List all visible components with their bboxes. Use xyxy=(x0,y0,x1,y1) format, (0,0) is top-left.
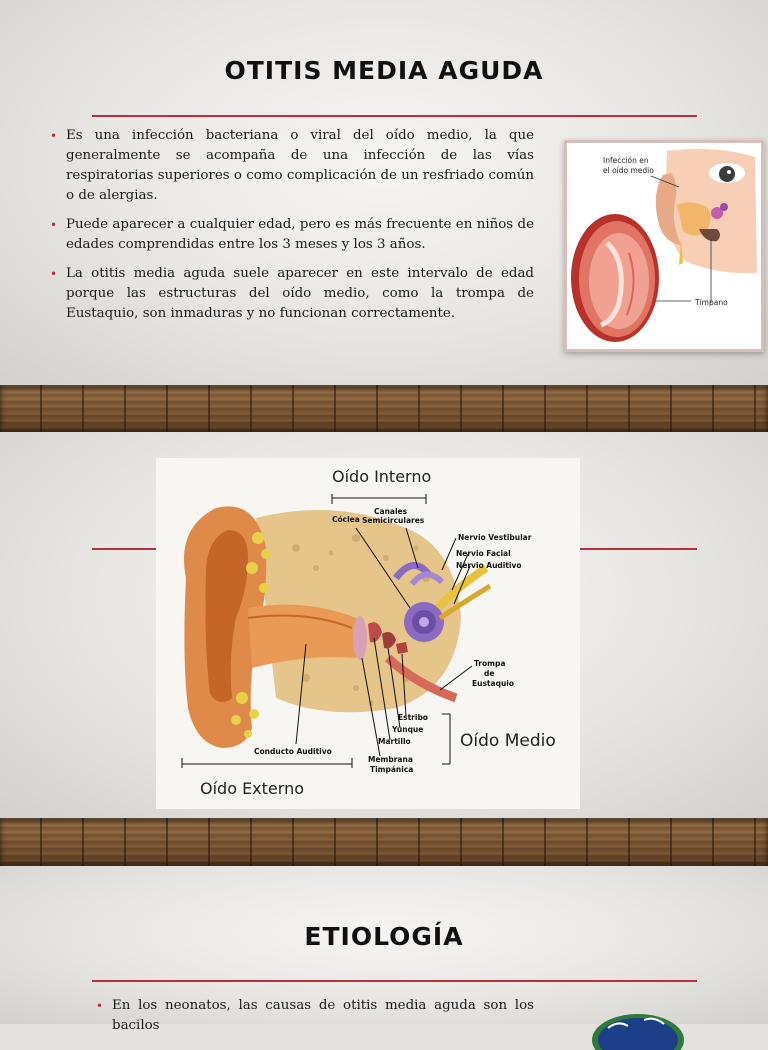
bullet-item: • En los neonatos, las causas de otitis media aguda son los bacilos xyxy=(94,996,534,1036)
heading-oido-medio: Oído Medio xyxy=(460,731,556,751)
heading-oido-externo: Oído Externo xyxy=(200,779,304,798)
ear-infection-image xyxy=(564,140,764,352)
bullet-item: • Puede aparecer a cualquier edad, pero es más frecuente en niños de edades comprendidas entre los 3 meses y los 3 años. xyxy=(48,215,534,255)
bacteria-image xyxy=(588,1006,688,1046)
slide-title: OTITIS MEDIA AGUDA xyxy=(224,56,544,85)
bullet-item: • La otitis media aguda suele aparecer en este intervalo de edad porque las estructuras del oído medio, como la trompa de Eustaquio, son inmaduras y no funcionan correctamente. xyxy=(48,264,534,324)
label-timpanica: Timpánica xyxy=(370,765,414,774)
label-infection-2: el oído medio xyxy=(603,166,654,175)
label-canales: Canales xyxy=(374,507,408,516)
slide-otitis-media-aguda xyxy=(0,0,768,385)
ear-anatomy-illustration xyxy=(156,458,580,809)
wood-separator xyxy=(0,385,768,432)
title-divider-right xyxy=(580,548,697,550)
label-estribo: Estribo xyxy=(398,713,428,722)
label-semicirculares: Semicirculares xyxy=(362,516,425,525)
bacteria-illustration xyxy=(588,1006,688,1046)
ear-anatomy-diagram xyxy=(156,458,580,809)
label-conducto-auditivo: Conducto Auditivo xyxy=(254,747,332,756)
slide-etiologia xyxy=(0,866,768,1033)
label-trompa-de: de xyxy=(484,669,495,678)
title-divider xyxy=(92,115,697,117)
label-trompa: Trompa xyxy=(474,659,506,668)
bullet-list xyxy=(48,126,534,333)
label-nervio-vestibular: Nervio Vestibular xyxy=(458,533,532,542)
heading-oido-interno: Oído Interno xyxy=(332,467,432,486)
label-martillo: Martillo xyxy=(378,737,411,746)
title-divider xyxy=(92,980,697,982)
label-tympanum: Tímpano xyxy=(695,298,728,307)
label-nervio-facial: Nervio Facial xyxy=(456,549,511,558)
label-membrana: Membrana xyxy=(368,755,413,764)
slide-title: ETIOLOGÍA xyxy=(304,922,464,951)
wood-separator xyxy=(0,818,768,866)
ear-infection-illustration xyxy=(567,143,761,349)
bullet-item: • Es una infección bacteriana o viral del oído medio, la que generalmente se acompaña de una infección de las vías respiratorias superiores o como complicación de un resfriado común o de alergias. xyxy=(48,126,534,206)
label-nervio-auditivo: Nervio Auditivo xyxy=(456,561,522,570)
label-eustaquio: Eustaquio xyxy=(472,679,515,688)
label-coclea: Cóclea xyxy=(332,515,360,524)
label-yunque: Yunque xyxy=(392,725,424,734)
label-infection: Infección en xyxy=(603,156,649,165)
bullet-list xyxy=(94,996,534,1045)
title-divider-left xyxy=(92,548,158,550)
slide-ear-anatomy xyxy=(0,432,768,818)
